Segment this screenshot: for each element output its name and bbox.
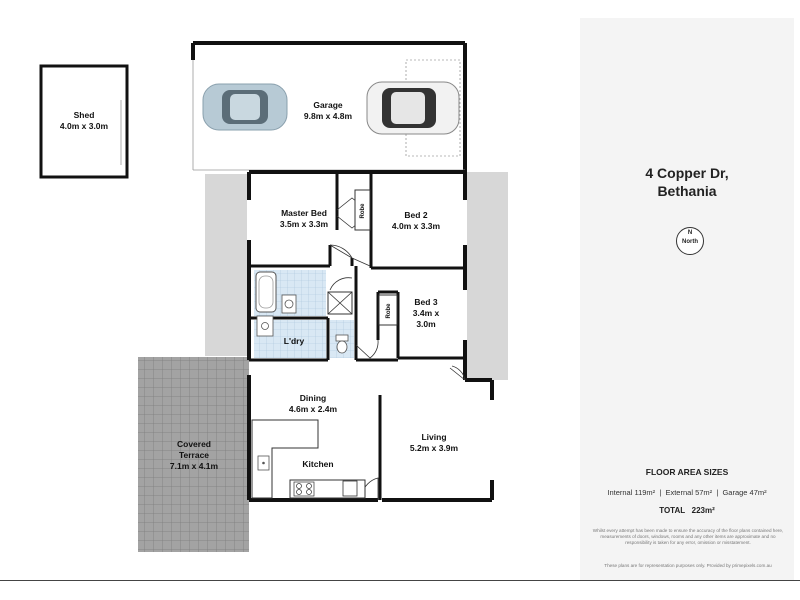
bottom-divider xyxy=(0,580,800,581)
address-line1: 4 Copper Dr, xyxy=(645,165,729,181)
kitchen-sink xyxy=(258,456,269,470)
bed3-name: Bed 3 xyxy=(414,297,438,307)
laundry-tub xyxy=(257,316,273,336)
master-bed-name: Master Bed xyxy=(281,208,327,218)
bed2-name: Bed 2 xyxy=(404,210,428,220)
floor-area-breakdown xyxy=(580,488,794,497)
disclaimer-credit: These plans are for representation purposes only. Provided by primepixels.com.au xyxy=(604,563,772,568)
compass-label: North xyxy=(682,239,698,245)
shed-name: Shed xyxy=(73,110,95,120)
separator: | xyxy=(659,488,662,497)
car-icon xyxy=(367,82,459,134)
robe-bed3-label: Robe xyxy=(386,303,392,319)
terrace-name-line1: Covered xyxy=(176,439,212,449)
living-name: Living xyxy=(421,432,447,442)
robe-master-label: Robe xyxy=(360,203,366,219)
shower xyxy=(328,292,352,314)
car-icon xyxy=(203,84,287,130)
shed-size: 4.0m x 3.0m xyxy=(59,121,109,131)
compass-letter: N xyxy=(687,230,693,236)
vanity xyxy=(282,295,296,313)
side-path-left xyxy=(205,174,249,356)
dining-size: 4.6m x 2.4m xyxy=(288,404,338,414)
laundry-name: L'dry xyxy=(283,336,305,346)
master-bed-size: 3.5m x 3.3m xyxy=(279,219,329,229)
bed3-size-line2: 3.0m xyxy=(416,319,436,329)
toilet xyxy=(336,335,348,353)
floor-area-title: FLOOR AREA SIZES xyxy=(645,467,729,477)
floor-area-total: TOTAL 223m² xyxy=(659,506,715,515)
terrace-name-line2: Terrace xyxy=(178,450,210,460)
bath-tub xyxy=(256,272,276,312)
garage-size: 9.8m x 4.8m xyxy=(303,111,353,121)
bed3-size-line1: 3.4m x xyxy=(412,308,440,318)
floor-area-garage: Garage 47m² xyxy=(722,488,767,497)
terrace-size: 7.1m x 4.1m xyxy=(169,461,219,471)
disclaimer-text: Whilst every attempt has been made to ensure the accuracy of the floor plans contained here, measurements of doors, windows, rooms and any other items are approximate and no responsibility is taken for any error, omission or misstatement. xyxy=(592,528,784,546)
compass-north-icon xyxy=(676,227,704,255)
floor-area-external: External 57m² xyxy=(665,488,713,497)
dining-name: Dining xyxy=(299,393,327,403)
living-size: 5.2m x 3.9m xyxy=(409,443,459,453)
floor-area-internal: Internal 119m² xyxy=(607,488,656,497)
kitchen-name: Kitchen xyxy=(302,459,334,469)
side-path-right xyxy=(464,172,508,380)
bed2-size: 4.0m x 3.3m xyxy=(391,221,441,231)
garage-name: Garage xyxy=(313,100,343,110)
address-line2: Bethania xyxy=(657,183,717,199)
fridge xyxy=(343,481,357,496)
separator: | xyxy=(716,488,719,497)
